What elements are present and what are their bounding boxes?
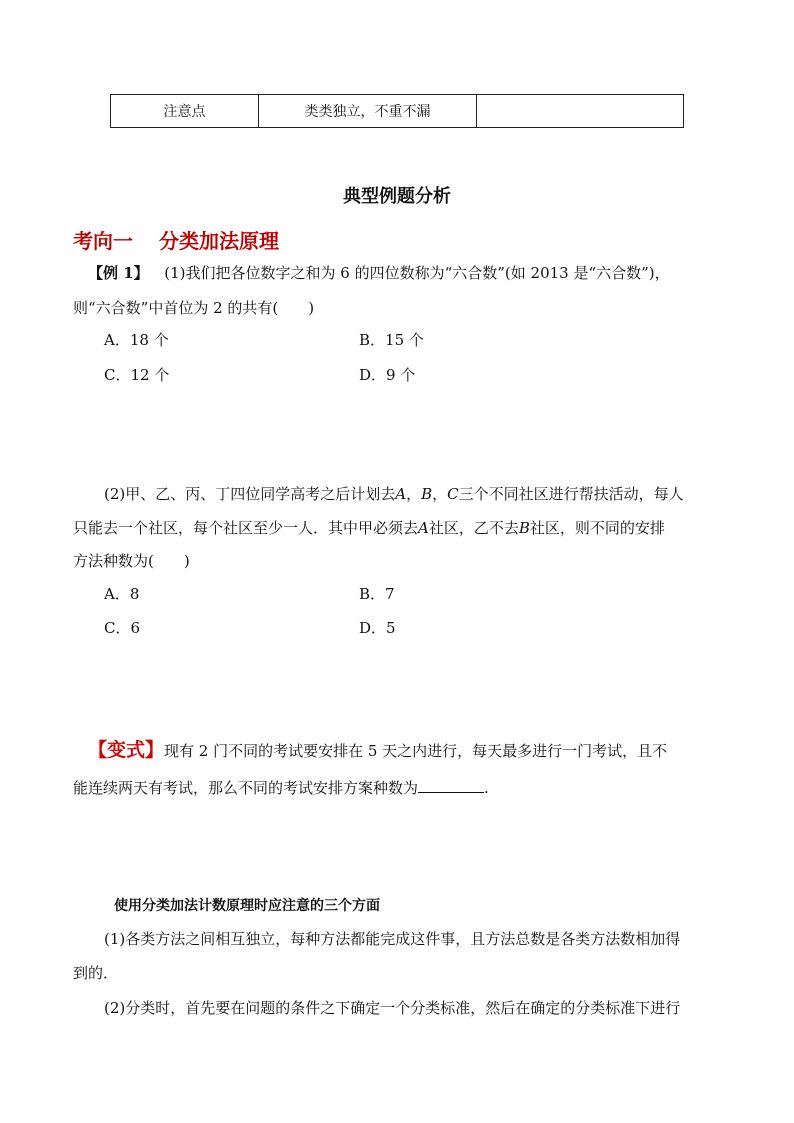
- q2-text: 只能去一个社区，每个社区至少一人．其中甲必须去: [73, 519, 419, 537]
- q2-var-a: A: [418, 519, 429, 537]
- topic-heading: [73, 225, 279, 254]
- tips-p2-line1: (2)分类时，首先要在问题的条件之下确定一个分类标准，然后在确定的分类标准下进行: [104, 999, 681, 1017]
- example1-q1-line2: 则“六合数”中首位为 2 的共有( ): [73, 299, 315, 317]
- table-cell-label: 注意点: [111, 95, 259, 127]
- q1-option-b: B．15 个: [359, 331, 424, 349]
- q2-text: 社区，则不同的安排: [529, 519, 665, 537]
- q2-text: 三个不同社区进行帮扶活动，每人: [458, 485, 684, 503]
- summary-table: [110, 94, 684, 128]
- q1-option-d: D．9 个: [359, 366, 416, 384]
- q1-option-c: C．12 个: [104, 366, 170, 384]
- q2-option-a: A．8: [104, 585, 140, 603]
- variant-period: .: [484, 779, 489, 797]
- variant-line1: [88, 735, 667, 762]
- topic-heading-title: 分类加法原理: [159, 229, 279, 253]
- tips-p1-line2: 到的．: [73, 964, 119, 982]
- q2-var-b: B: [518, 519, 530, 537]
- variant-text: 现有 2 门不同的考试要安排在 5 天之内进行，每天最多进行一门考试，且不: [164, 742, 668, 760]
- section-title: 典型例题分析: [343, 186, 451, 207]
- variant-line2: [73, 777, 489, 798]
- q2-text: 社区，乙不去: [428, 519, 519, 537]
- answer-blank[interactable]: [418, 778, 484, 793]
- q2-option-d: D．5: [359, 619, 396, 637]
- q2-sep: ，: [432, 485, 448, 503]
- variant-tag: 【变式】: [88, 739, 165, 761]
- q2-var-b: B: [421, 485, 433, 503]
- table-cell-empty: [477, 95, 683, 127]
- q2-var-c: C: [447, 485, 459, 503]
- variant-text: 能连续两天有考试，那么不同的考试安排方案种数为: [73, 779, 419, 797]
- table-cell-content: 类类独立，不重不漏: [259, 95, 477, 127]
- question-text: (1)我们把各位数字之和为 6 的四位数称为“六合数”(如 2013 是“六合数”)，: [164, 264, 670, 282]
- tips-p1-line1: (1)各类方法之间相互独立，每种方法都能完成这件事，且方法总数是各类方法数相加得: [104, 930, 681, 948]
- q2-text: (2)甲、乙、丙、丁四位同学高考之后计划去: [104, 485, 396, 503]
- q2-option-c: C．6: [104, 619, 141, 637]
- q1-option-a: A．18 个: [104, 331, 169, 349]
- tips-title: 使用分类加法计数原理时应注意的三个方面: [114, 898, 380, 914]
- q2-option-b: B．7: [359, 585, 395, 603]
- q2-var-a: A: [395, 485, 407, 503]
- example1-q1-line1: [88, 262, 670, 283]
- example-tag: 【例 1】: [88, 264, 149, 282]
- example1-q2-line2: [73, 517, 665, 538]
- topic-heading-number: 考向一: [73, 229, 133, 253]
- example1-q2-line1: [104, 483, 684, 504]
- q2-sep: ，: [406, 485, 422, 503]
- example1-q2-line3: 方法种数为( ): [73, 552, 190, 570]
